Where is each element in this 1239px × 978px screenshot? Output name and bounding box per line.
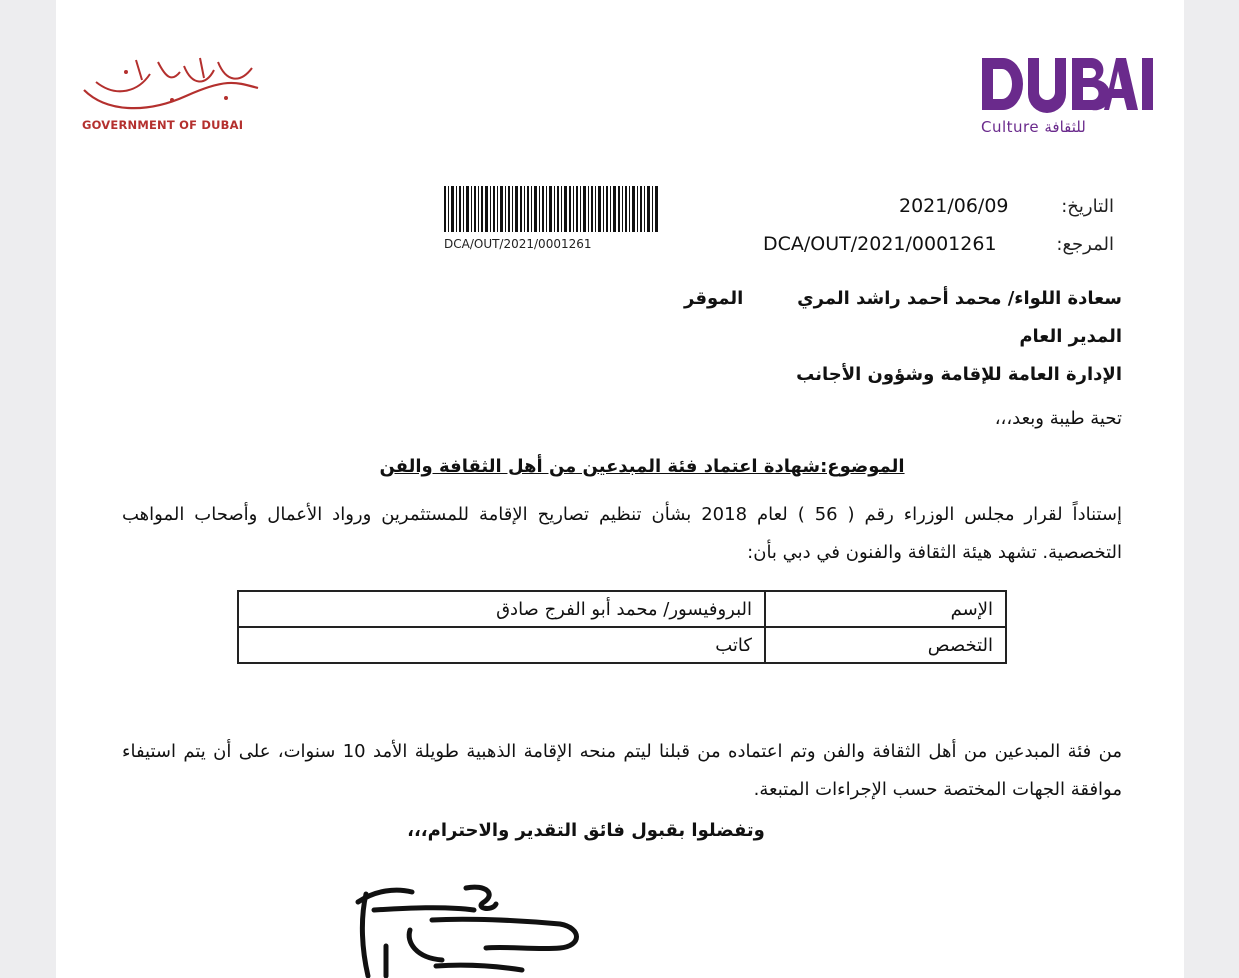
addressee-name: سعادة اللواء/ محمد أحمد راشد المري [797, 288, 1122, 309]
handwritten-signature [346, 880, 606, 978]
table-row [238, 591, 1006, 627]
barcode [444, 186, 658, 232]
addressee-department: الإدارة العامة للإقامة وشؤون الأجانب [796, 364, 1122, 385]
closing-line: وتفضلوا بقبول فائق التقدير والاحترام،،، [407, 820, 765, 841]
body-paragraph-1: إستناداً لقرار مجلس الوزراء رقم ( 56 ) لعام 2018 بشأن تنظيم تصاريح الإقامة للمستثمرين ورواد الأعمال وأصحاب المواهب التخصصية. تشهد هيئة الثقافة والفنون في دبي بأن: [122, 504, 1123, 563]
barcode-number: DCA/OUT/2021/0001261 [444, 237, 592, 251]
date-label: التاريخ: [1061, 196, 1114, 217]
letter-page [56, 0, 1184, 978]
specialty-label-cell: التخصص [765, 627, 1006, 663]
reference-label: المرجع: [1056, 234, 1114, 255]
specialty-value-cell: كاتب [238, 627, 765, 663]
addressee-title: المدير العام [1019, 326, 1122, 347]
government-of-dubai-caption: GOVERNMENT OF DUBAI [82, 118, 244, 132]
greeting: تحية طيبة وبعد،،، [994, 408, 1122, 429]
body-paragraph-2: من فئة المبدعين من أهل الثقافة والفن وتم اعتماده من قبلنا ليتم منحه الإقامة الذهبية طويلة الأمد 10 سنوات، على أن يتم استيفاء موافقة الجهات المختصة حسب الإجراءات المتبعة. [122, 741, 1122, 800]
name-value-cell: البروفيسور/ محمد أبو الفرج صادق [238, 591, 765, 627]
name-label-cell: الإسم [765, 591, 1006, 627]
addressee-honorific: الموقر [684, 288, 744, 309]
table-row [238, 627, 1006, 663]
reference-value: DCA/OUT/2021/0001261 [763, 233, 997, 255]
subject-line: الموضوع:شهادة اعتماد فئة المبدعين من أهل الثقافة والفن [379, 456, 905, 477]
dubai-culture-caption: Culture للثقافة [981, 118, 1086, 136]
date-value: 2021/06/09 [899, 195, 1009, 217]
details-table [237, 590, 1007, 664]
